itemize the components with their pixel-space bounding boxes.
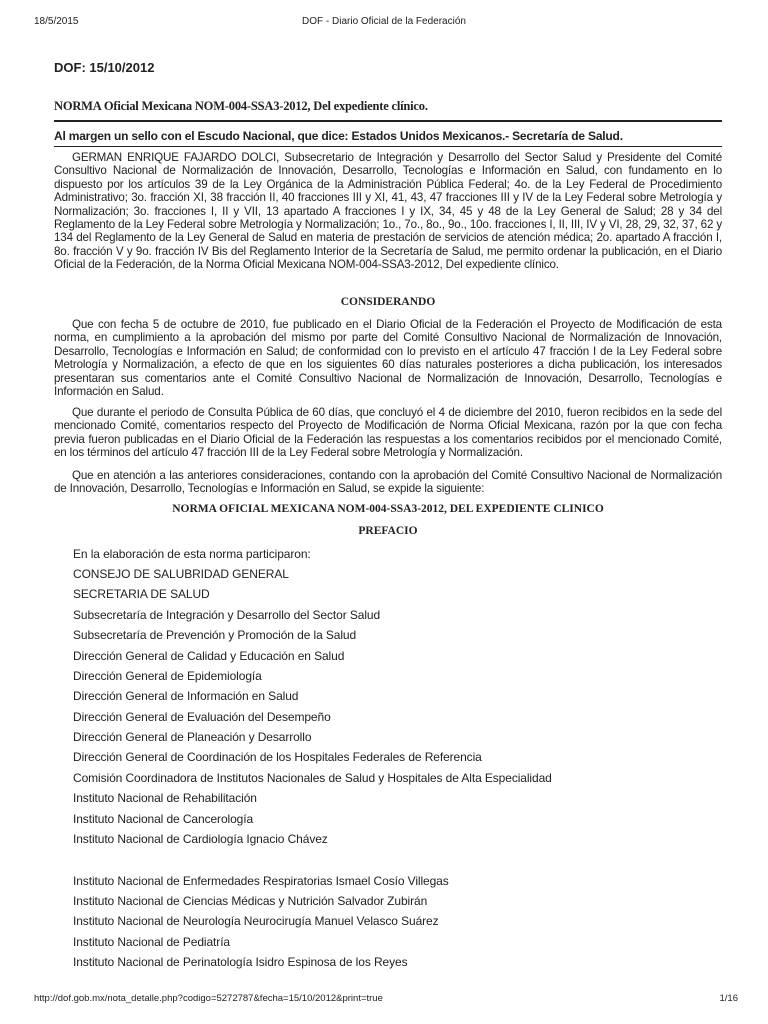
considerando-heading: CONSIDERANDO: [340, 296, 436, 308]
list-item: Instituto Nacional de Enfermedades Respiratorias Ismael Cosío Villegas: [73, 874, 449, 888]
list-item: Dirección General de Evaluación del Desempeño: [73, 710, 331, 724]
list-item: Instituto Nacional de Perinatología Isidro Espinosa de los Reyes: [73, 955, 408, 969]
norma-heading: NORMA OFICIAL MEXICANA NOM-004-SSA3-2012, DEL EXPEDIENTE CLINICO: [172, 503, 604, 515]
list-item: Subsecretaría de Integración y Desarrollo del Sector Salud: [73, 608, 381, 622]
considerando-text-3: Que en atención a las anteriores consideraciones, contando con la aprobación del Comité Consultivo Nacional de Normalización de Innovación, Desarrollo, Tecnologías e Información en Salud, se expide la siguiente:: [54, 469, 722, 496]
page-number: 1/16: [719, 993, 738, 1004]
margen-divider: [54, 146, 722, 147]
list-item: Dirección General de Coordinación de los Hospitales Federales de Referencia: [73, 750, 482, 764]
considerando-text-2: Que durante el periodo de Consulta Pública de 60 días, que concluyó el 4 de diciembre del 2010, fueron recibidos en la sede del mencionado Comité, comentarios respecto del Proyecto de Modificación de Norma Oficial Mexicana, razón por la que con fecha previa fueron publicadas en el Diario Oficial de la Federación las respuestas a los comentarios recibidos por el mencionado Comité, en los términos del artículo 47 fracción III de la Ley Federal sobre Metrología y Normalización.: [54, 406, 722, 460]
page-title: DOF - Diario Oficial de la Federación: [302, 16, 466, 27]
list-item: Instituto Nacional de Rehabilitación: [73, 791, 257, 805]
list-item: Dirección General de Planeación y Desarrollo: [73, 730, 312, 744]
list-item: Comisión Coordinadora de Institutos Nacionales de Salud y Hospitales de Alta Especialidad: [73, 771, 552, 785]
list-item: Instituto Nacional de Ciencias Médicas y Nutrición Salvador Zubirán: [73, 894, 428, 908]
list-item: Subsecretaría de Prevención y Promoción de la Salud: [73, 628, 357, 642]
list-item: En la elaboración de esta norma participaron:: [73, 547, 311, 561]
page-url: http://dof.gob.mx/nota_detalle.php?codigo=5272787&fecha=15/10/2012&print=true: [34, 993, 383, 1004]
list-item: Dirección General de Calidad y Educación en Salud: [73, 649, 345, 663]
considerando-paragraph-3: [54, 469, 722, 496]
considerando-paragraph-1: [54, 318, 722, 398]
list-item: SECRETARIA DE SALUD: [73, 587, 210, 601]
intro-text: GERMAN ENRIQUE FAJARDO DOLCI, Subsecretario de Integración y Desarrollo del Sector Salud y Presidente del Comité Consultivo Nacional de Normalización de Innovación, Desarrollo, Tecnologías e Información en Salud, con fundamento en lo dispuesto por los artículos 39 de la Ley Orgánica de la Administración Pública Federal; 4o. de la Ley Federal de Procedimiento Administrativo; 3o. fracción XI, 38 fracción II, 40 fracciones III y XI, 41, 43, 47 fracciones III y IV de la Ley Federal sobre Metrología y Normalización; 3o. fracciones I, II y VII, 13 apartado A fracciones I y IX, 34, 45 y 48 de la Ley General de Salud; 28 y 34 del Reglamento de la Ley Federal sobre Metrología y Normalización; 1o., 7o., 8o., 9o., 10o. fracciones I, II, III, IV y VI, 28, 29, 32, 37, 62 y 134 del Reglamento de la Ley General de Salud en materia de prestación de servicios de atención médica; 2o. apartado A fracción I, 8o. fracción V y 9o. fracción IV Bis del Reglamento Interior de la Secretaría de Salud, me permito ordenar la publicación, en el Diario Oficial de la Federación, de la Norma Oficial Mexicana NOM-004-SSA3-2012, Del expediente clínico.: [54, 151, 722, 272]
dof-date: DOF: 15/10/2012: [54, 60, 155, 75]
list-item: Instituto Nacional de Neurología Neurocirugía Manuel Velasco Suárez: [73, 914, 439, 928]
norma-title: NORMA Oficial Mexicana NOM-004-SSA3-2012, Del expediente clínico.: [54, 99, 428, 113]
prefacio-heading: PREFACIO: [358, 525, 418, 537]
list-item: Instituto Nacional de Pediatría: [73, 935, 230, 949]
print-date: 18/5/2015: [34, 16, 79, 27]
list-item: Dirección General de Epidemiología: [73, 669, 262, 683]
list-item: CONSEJO DE SALUBRIDAD GENERAL: [73, 567, 289, 581]
intro-paragraph: [54, 151, 722, 272]
list-item: Instituto Nacional de Cancerología: [73, 812, 254, 826]
margen-line: Al margen un sello con el Escudo Nacional, que dice: Estados Unidos Mexicanos.- Secretaría de Salud.: [54, 129, 623, 143]
list-item: Instituto Nacional de Cardiología Ignacio Chávez: [73, 832, 328, 846]
list-item: Dirección General de Información en Salud: [73, 689, 299, 703]
considerando-text-1: Que con fecha 5 de octubre de 2010, fue publicado en el Diario Oficial de la Federación el Proyecto de Modificación de esta norma, en cumplimiento a la aprobación del mismo por parte del Comité Consultivo Nacional de Normalización de Innovación, Desarrollo, Tecnologías e Información en Salud; de conformidad con lo previsto en el artículo 47 fracción I de la Ley Federal sobre Metrología y Normalización, a efecto de que en los siguientes 60 días naturales posteriores a dicha publicación, los interesados presentaran sus comentarios ante el Comité Consultivo Nacional de Normalización de Innovación, Desarrollo, Tecnologías e Información en Salud.: [54, 318, 722, 399]
title-divider: [54, 120, 722, 122]
considerando-paragraph-2: [54, 406, 722, 460]
